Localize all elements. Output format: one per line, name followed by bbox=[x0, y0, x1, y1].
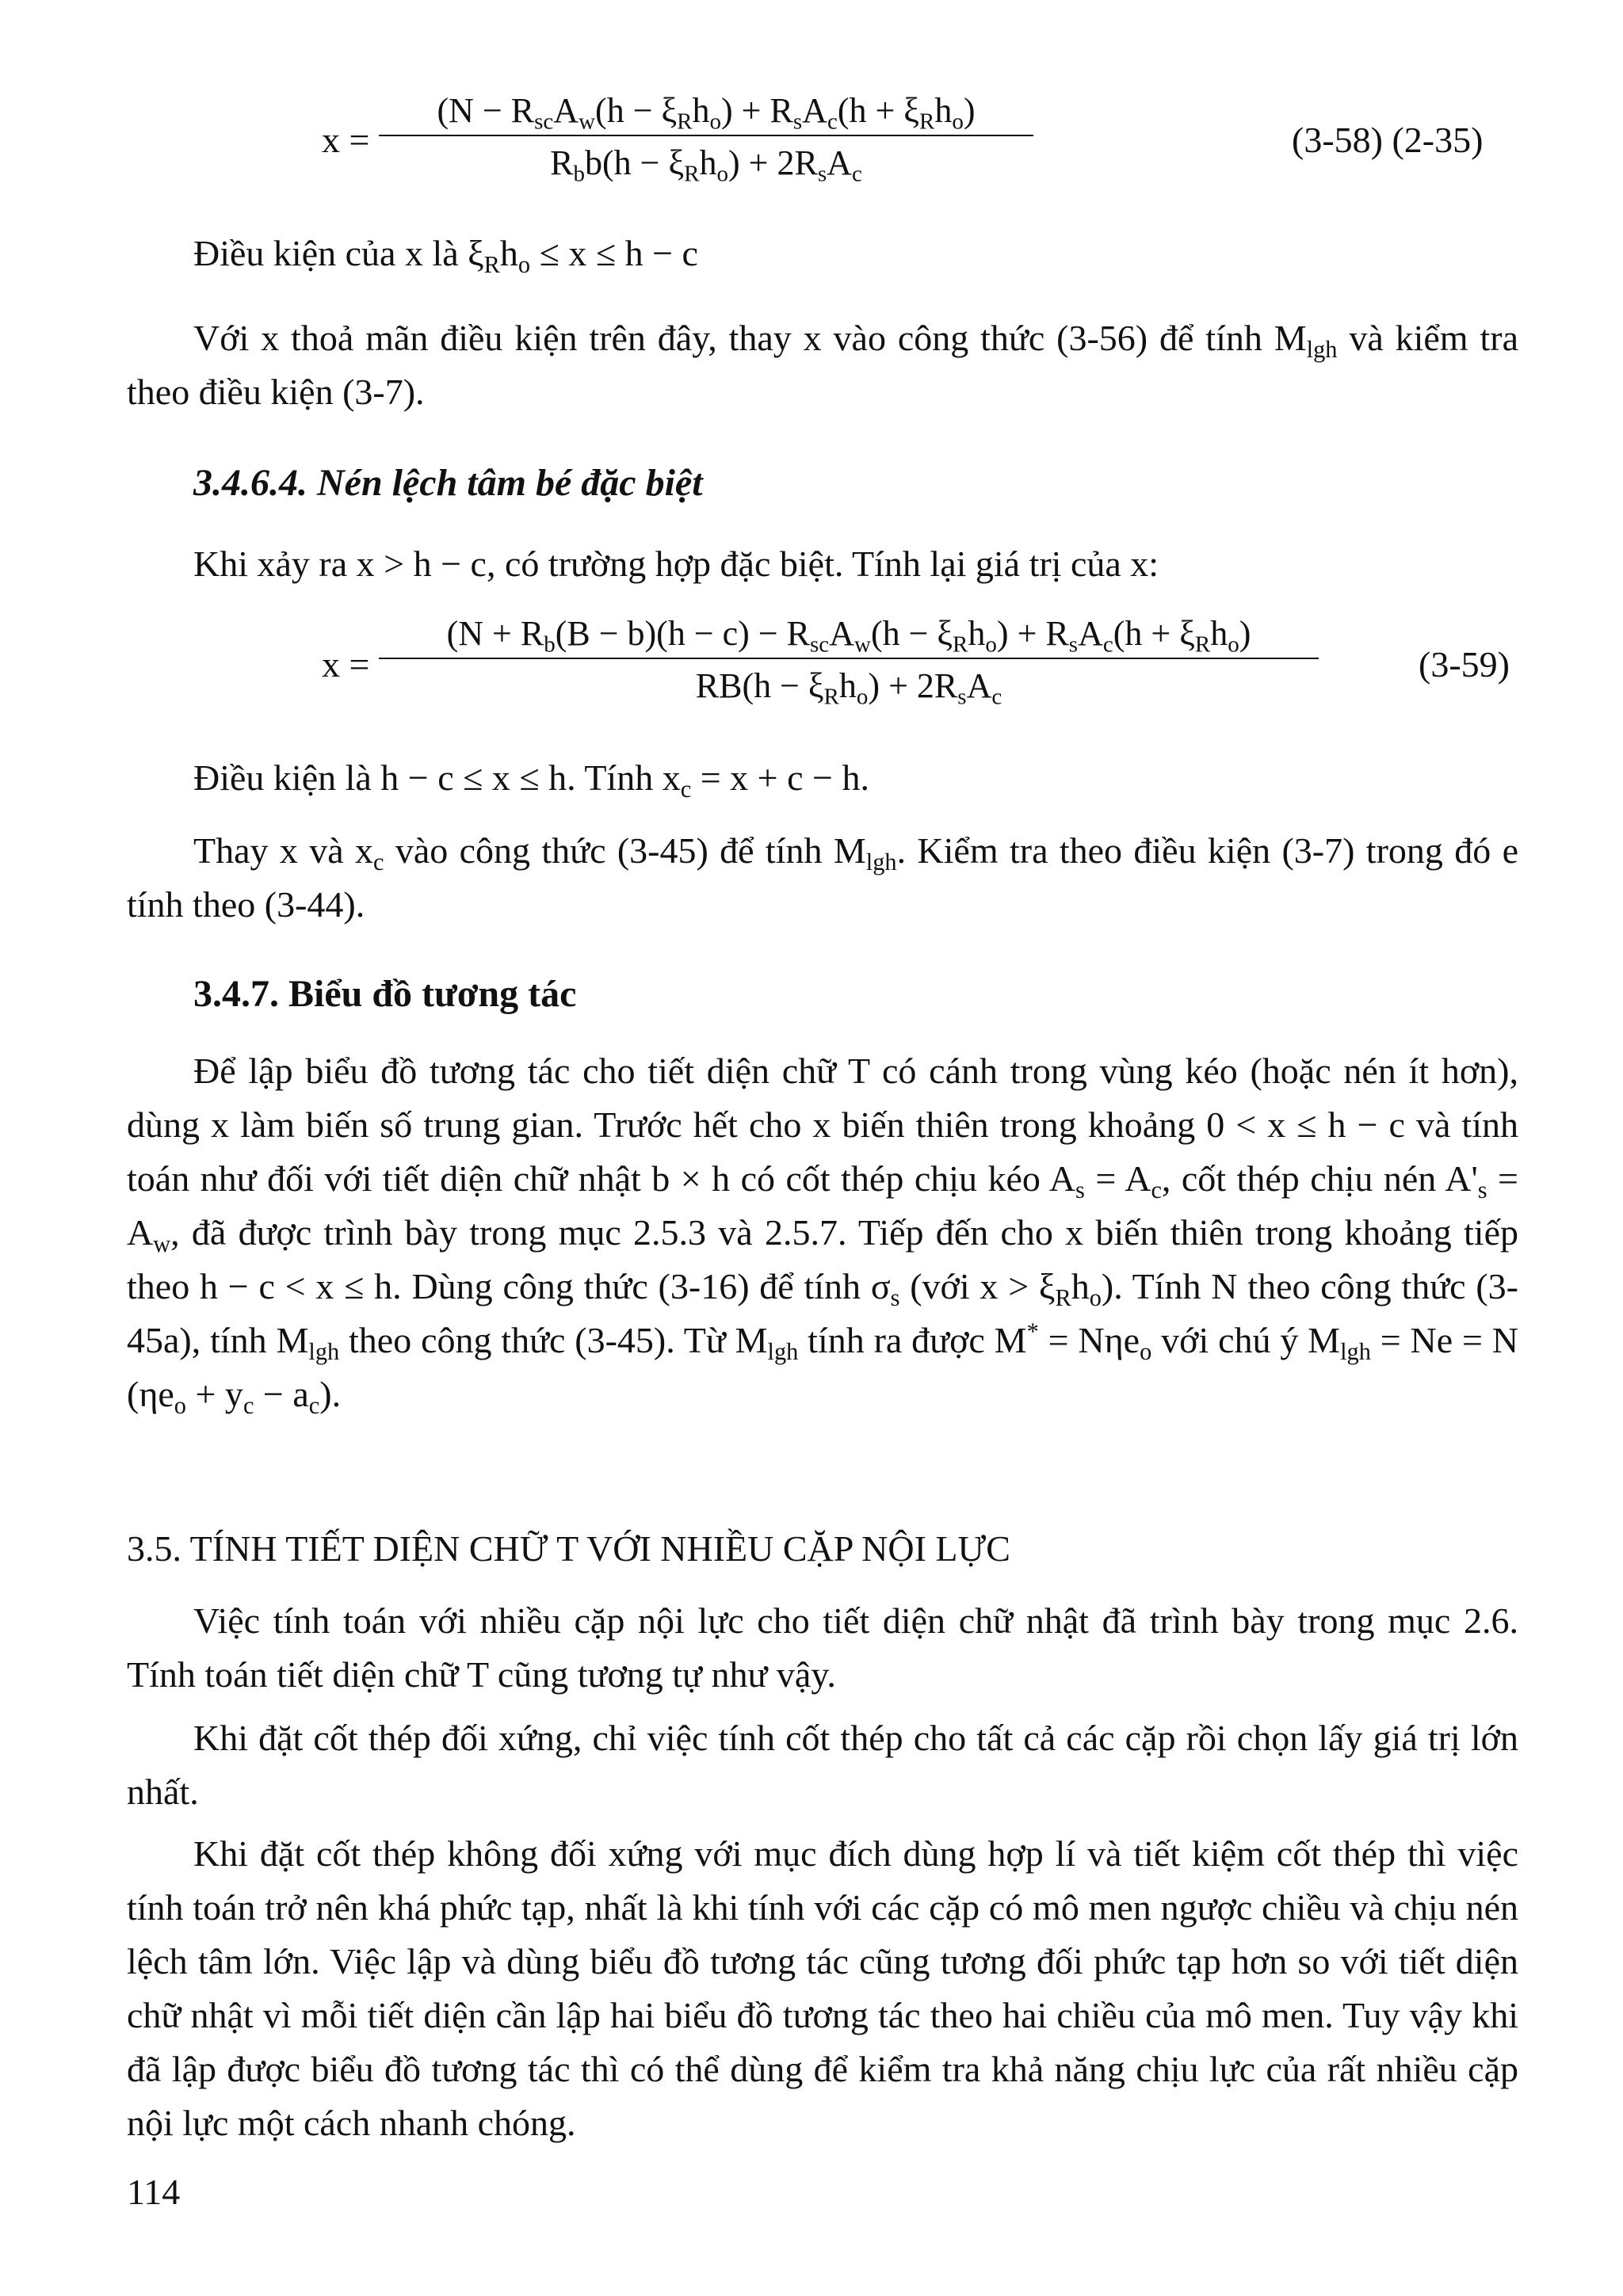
formula-denominator: $R_bb(h - \xi_Rh_o) + 2R_sA_c$ bbox=[550, 143, 862, 187]
condition-line-1: Điều kiện của x là $\xi_Rh_o \le x \le h - c$ bbox=[193, 233, 698, 279]
formula-numerator: ($N + R_b(B - b)(h - c) - R_{sc}A_w(h - \xi_Rh_o) + R_sA_c(h + \xi_Rh_o)$ bbox=[446, 614, 1251, 658]
section-heading-3-4-6-4: 3.4.6.4. Nén lệch tâm bé đặc biệt bbox=[193, 462, 703, 504]
equation-number: (3-58) (2-35) bbox=[1292, 120, 1484, 160]
paragraph-6: Khi đặt cốt thép đối xứng, chỉ việc tính cốt thép cho tất cả các cặp rồi chọn lấy giá trị lớn nhất. bbox=[127, 1718, 1518, 1812]
section-heading-3-4-7: 3.4.7. Biểu đồ tương tác bbox=[193, 973, 577, 1015]
fraction-bar bbox=[379, 135, 1033, 136]
formula-lhs: x = bbox=[322, 120, 370, 160]
paragraph-4: Để lập biểu đồ tương tác cho tiết diện chữ T có cánh trong vùng kéo (hoặc nén ít hơn), dùng x làm biến số trung gian. Trước hết cho x biến thiên trong khoảng 0 < x ≤ h − c và tính toán như đối với tiết diện chữ nhật b × h có cốt thép chịu kéo $A_s = A_c$, cốt thép chịu nén $A'_s = A_w$, đã được trình bày trong mục 2.5.3 và 2.5.7. Tiếp đến cho x biến thiên trong khoảng tiếp theo h − c < x ≤ h. Dùng công thức (3-16) để tính $\sigma_s$ (với $x > \xi_Rh_o$). Tính N theo công thức (3-45a), tính $M_{lgh}$ theo công thức (3-45). Từ $M_{lgh}$ tính ra được M* = Nηe$_o$ với chú ý $M_{lgh} = Ne = N$ $(\eta e_o + y_c - a_c)$. bbox=[127, 1051, 1519, 1420]
paragraph-3: Thay x và $x_c$ vào công thức (3-45) để tính $M_{lgh}$. Kiểm tra theo điều kiện (3-7) trong đó e tính theo (3-44). bbox=[127, 830, 1519, 925]
formula-denominator: $RB(h - \xi_Rh_o) + 2R_sA_c$ bbox=[695, 666, 1002, 710]
section-heading-3-5: 3.5. TÍNH TIẾT DIỆN CHỮ T VỚI NHIỀU CẶP NỘI LỰC bbox=[127, 1528, 1010, 1569]
condition-line-2: Điều kiện là h − c ≤ x ≤ h. Tính $x_c = x + c - h$. bbox=[193, 757, 869, 803]
paragraph-1: Với x thoả mãn điều kiện trên đây, thay x vào công thức (3-56) để tính $M_{lgh}$ và kiểm tra theo điều kiện (3-7). bbox=[127, 318, 1518, 412]
formula-lhs: x = bbox=[322, 644, 370, 685]
paragraph-5: Việc tính toán với nhiều cặp nội lực cho tiết diện chữ nhật đã trình bày trong mục 2.6. Tính toán tiết diện chữ T cũng tương tự như vậy. bbox=[127, 1600, 1518, 1695]
page-number: 114 bbox=[127, 2172, 181, 2212]
paragraph-2: Khi xảy ra x > h − c, có trường hợp đặc biệt. Tính lại giá trị của x: bbox=[193, 543, 1159, 584]
equation-number: (3-59) bbox=[1419, 644, 1510, 685]
fraction-bar bbox=[379, 658, 1319, 659]
formula-numerator: ($N - R_{sc}A_w(h - \xi_Rh_o) + R_sA_c(h + \xi_Rh_o)$ bbox=[437, 91, 976, 135]
paragraph-7: Khi đặt cốt thép không đối xứng với mục đích dùng hợp lí và tiết kiệm cốt thép thì việc tính toán trở nên khá phức tạp, nhất là khi tính với các cặp có mô men ngược chiều và chịu nén lệch tâm lớn. Việc lập và dùng biểu đồ tương tác cũng tương đối phức tạp hơn so với tiết diện chữ nhật vì mỗi tiết diện cần lập hai biểu đồ tương tác theo hai chiều của mô men. Tuy vậy khi đã lập được biểu đồ tương tác thì có thể dùng để kiểm tra khả năng chịu lực của rất nhiều cặp nội lực một cách nhanh chóng. bbox=[127, 1833, 1518, 2143]
